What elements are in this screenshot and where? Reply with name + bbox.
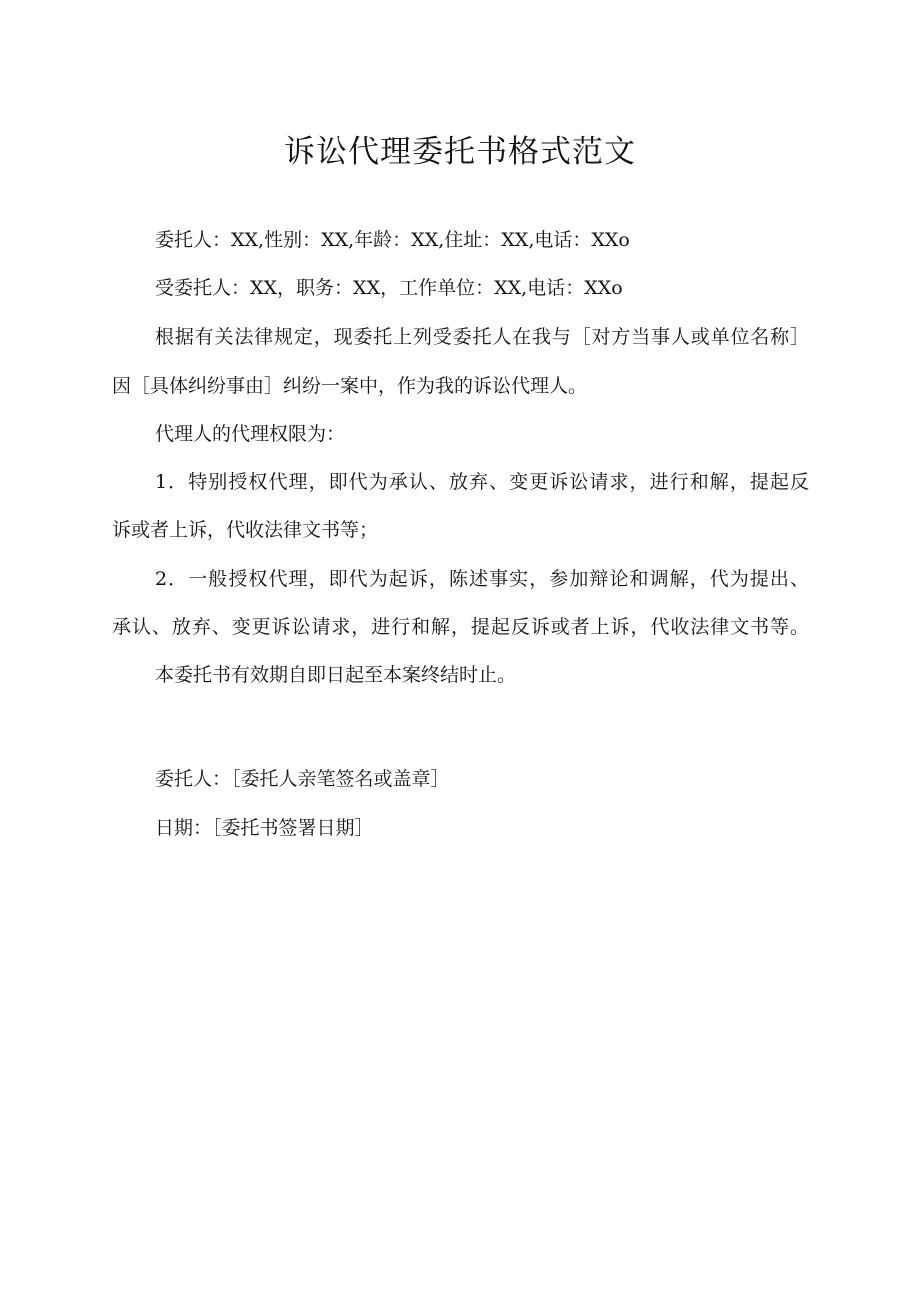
authority-item-2-line-2: 承认、放弃、变更诉讼请求，进行和解，提起反诉或者上诉，代收法律文书等。 [112,616,809,638]
authority-item-2-line-1: 2．一般授权代理，即代为起诉，陈述事实，参加辩论和调解，代为提出、 [155,568,809,590]
date-line: 日期：［委托书签署日期］ [155,817,374,839]
principal-info: 委托人：XX,性别：XX,年龄：XX,住址：XX,电话：XXo [155,229,630,251]
entrust-paragraph-line-1: 根据有关法律规定，现委托上列受委托人在我与［对方当事人或单位名称］ [155,326,809,348]
authority-item-1-line-2: 诉或者上诉，代收法律文书等； [112,519,379,541]
authority-item-1-line-1: 1．特别授权代理，即代为承认、放弃、变更诉讼请求，进行和解，提起反 [155,471,809,493]
entrust-paragraph-line-2: 因［具体纠纷事由］纠纷一案中，作为我的诉讼代理人。 [112,375,588,397]
signature-line: 委托人：［委托人亲笔签名或盖章］ [155,768,450,790]
authority-heading: 代理人的代理权限为： [155,423,346,445]
document-title: 诉讼代理委托书格式范文 [284,134,636,170]
validity-statement: 本委托书有效期自即日起至本案终结时止。 [155,664,517,686]
agent-info: 受委托人：XX，职务：XX，工作单位：XX,电话：XXo [155,277,623,299]
